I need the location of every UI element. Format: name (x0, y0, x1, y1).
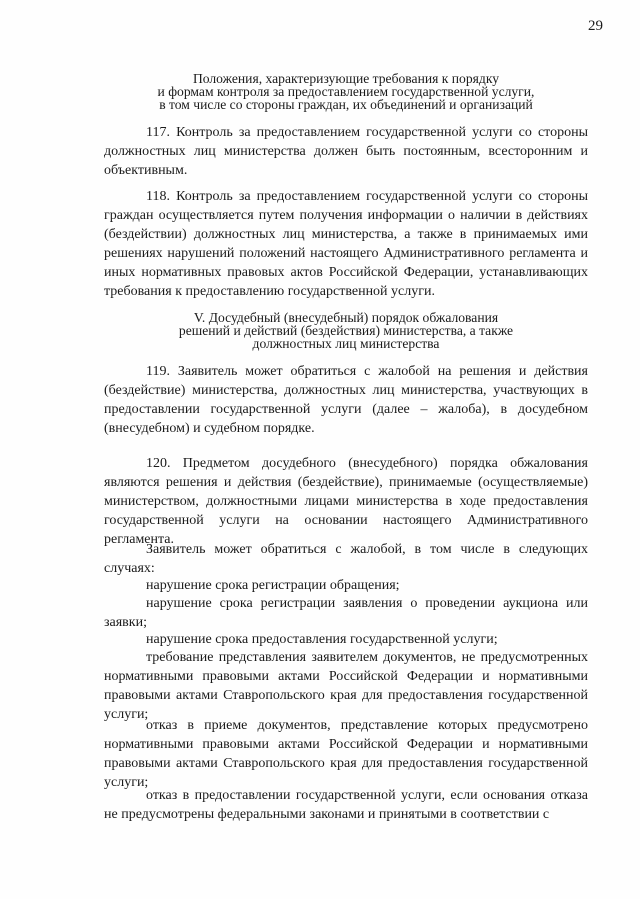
list-item: нарушение срока регистрации обращения; (146, 578, 400, 593)
paragraph-118: 118. Контроль за предоставлением государственной услуги со стороны граждан осуществляется путем получения информации о наличии в действиях (бездействии) должностных лиц министерства, а также в принимаемых ими решениях нарушений положений настоящего Административного регламента и иных нормативных правовых актов Российской Федерации, устанавливающих требования к предоставлению государственной услуги. (104, 189, 588, 299)
paragraph-120: 120. Предметом досудебного (внесудебного) порядка обжалования являются решения и действия (бездействие), принимаемые (осуществляемые) министерством, должностными лицами министерства в ходе предоставления государственной услуги на основании настоящего Административного регламента. (104, 456, 588, 547)
list-item: нарушение срока предоставления государственной услуги; (146, 632, 498, 647)
section-heading-appeal (104, 311, 588, 350)
heading-line: в том числе со стороны граждан, их объединений и организаций (159, 97, 533, 112)
list-item: нарушение срока регистрации заявления о проведении аукциона или заявки; (104, 596, 588, 630)
heading-line: и формам контроля за предоставлением государственной услуги, (157, 84, 535, 99)
paragraph-119: 119. Заявитель может обратиться с жалобой на решения и действия (бездействие) министерства, должностных лиц министерства, участвующих в предоставлении государственной услуги (далее – жалоба), в досудебном (внесудебном) и судебном порядке. (104, 364, 588, 436)
heading-line: решений и действий (бездействия) министерства, а также (178, 323, 514, 338)
section-heading-control (104, 72, 588, 111)
page-number: 29 (588, 18, 603, 34)
list-item: требование представления заявителем документов, не предусмотренных нормативными правовыми актами Российской Федерации и нормативными правовыми актами Ставропольского края для предоставления государственной услуги; (104, 650, 588, 722)
heading-line: Положения, характеризующие требования к порядку (192, 71, 500, 86)
heading-line: должностных лиц министерства (252, 336, 440, 351)
paragraph-120-cases-intro: Заявитель может обратиться с жалобой, в том числе в следующих случаях: (104, 542, 588, 576)
list-item: отказ в предоставлении государственной услуги, если основания отказа не предусмотрены федеральными законами и принятыми в соответствии с (104, 788, 588, 822)
heading-line: V. Досудебный (внесудебный) порядок обжалования (193, 310, 499, 325)
list-item: отказ в приеме документов, представление которых предусмотрено нормативными правовыми актами Российской Федерации и нормативными правовыми актами Ставропольского края для предоставления государственной услуги; (104, 718, 588, 790)
paragraph-117: 117. Контроль за предоставлением государственной услуги со стороны должностных лиц министерства должен быть постоянным, всесторонним и объективным. (104, 125, 588, 178)
